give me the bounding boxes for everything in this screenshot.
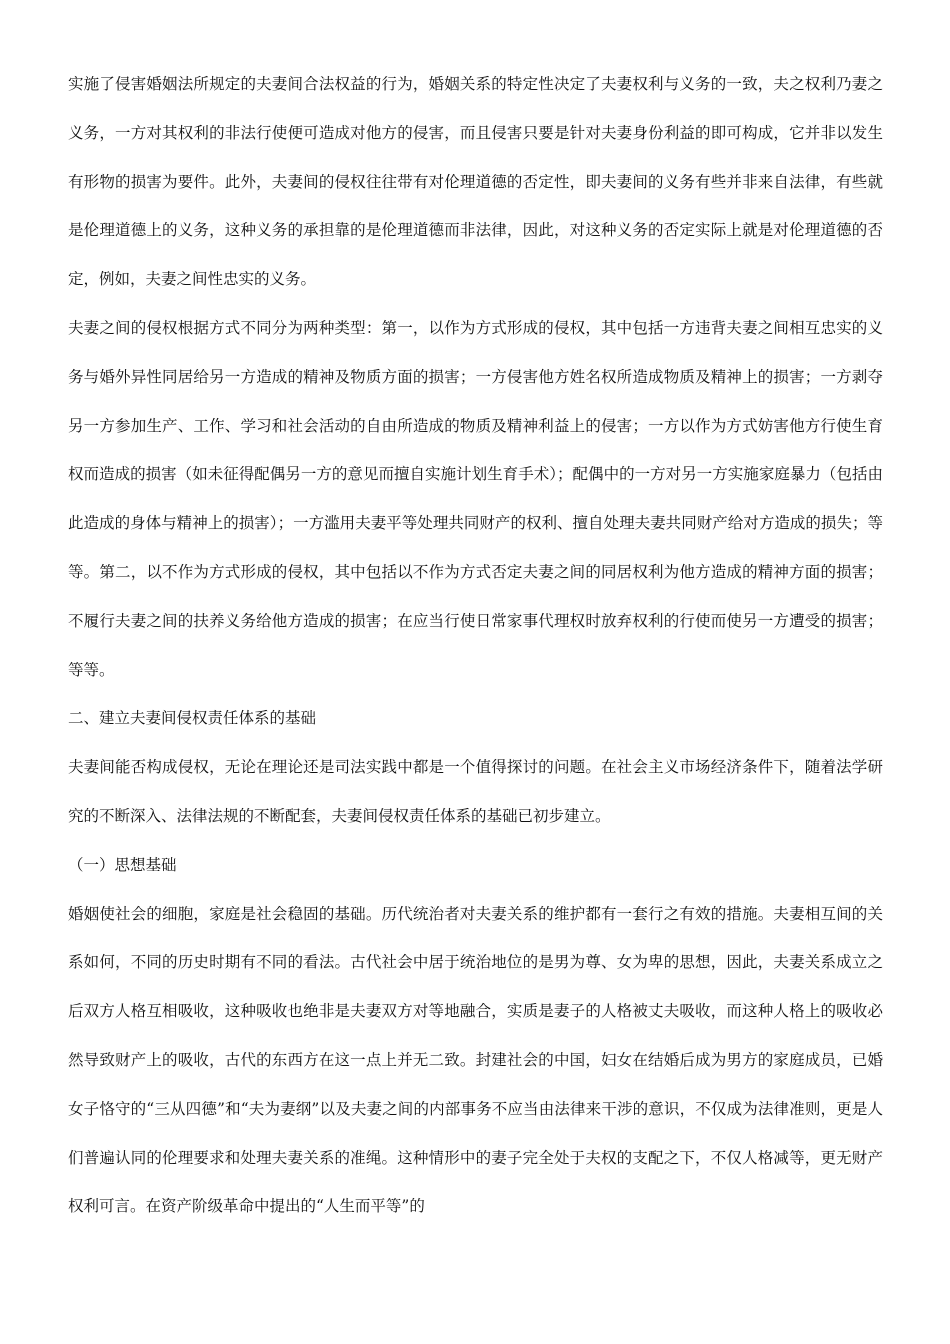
subsection-heading-ideology: （一）思想基础 <box>68 855 177 874</box>
paragraph-foundation-intro: 夫妻间能否构成侵权，无论在理论还是司法实践中都是一个值得探讨的问题。在社会主义市场经济条件下，随着法学研究的不断深入、法律法规的不断配套，夫妻间侵权责任体系的基础已初步建立。 <box>68 758 883 825</box>
document-body <box>68 60 883 1231</box>
paragraph-spousal-rights: 实施了侵害婚姻法所规定的夫妻间合法权益的行为，婚姻关系的特定性决定了夫妻权利与义务的一致，夫之权利乃妻之义务，一方对其权利的非法行使便可造成对他方的侵害，而且侵害只要是针对夫妻身份利益的即可构成，它并非以发生有形物的损害为要件。此外，夫妻间的侵权往往带有对伦理道德的否定性，即夫妻间的义务有些并非来自法律，有些就是伦理道德上的义务，这种义务的承担靠的是伦理道德而非法律，因此，对这种义务的否定实际上就是对伦理道德的否定，例如，夫妻之间性忠实的义务。 <box>68 75 883 289</box>
paragraph-tort-types: 夫妻之间的侵权根据方式不同分为两种类型：第一，以作为方式形成的侵权，其中包括一方违背夫妻之间相互忠实的义务与婚外异性同居给另一方造成的精神及物质方面的损害；一方侵害他方姓名权所造成物质及精神上的损害；一方剥夺另一方参加生产、工作、学习和社会活动的自由所造成的物质及精神利益上的侵害；一方以作为方式妨害他方行使生育权而造成的损害（如未征得配偶另一方的意见而擅自实施计划生育手术）；配偶中的一方对另一方实施家庭暴力（包括由此造成的身体与精神上的损害）；一方滥用夫妻平等处理共同财产的权利、擅自处理夫妻共同财产给对方造成的损失；等等。第二，以不作为方式形成的侵权，其中包括以不作为方式否定夫妻之间的同居权利为他方造成的精神方面的损害；不履行夫妻之间的扶养义务给他方造成的损害；在应当行使日常家事代理权时放弃权利的行使而使另一方遭受的损害；等等。 <box>68 318 883 679</box>
paragraph-ideology: 婚姻使社会的细胞，家庭是社会稳固的基础。历代统治者对夫妻关系的维护都有一套行之有效的措施。夫妻相互间的关系如何，不同的历史时期有不同的看法。古代社会中居于统治地位的是男为尊、女为卑的思想，因此，夫妻关系成立之后双方人格互相吸收，这种吸收也绝非是夫妻双方对等地融合，实质是妻子的人格被丈夫吸收，而这种人格上的吸收必然导致财产上的吸收，古代的东西方在这一点上并无二致。封建社会的中国，妇女在结婚后成为男方的家庭成员，已婚女子恪守的“三从四德”和“夫为妻纲”以及夫妻之间的内部事务不应当由法律来干涉的意识，不仅成为法律准则，更是人们普遍认同的伦理要求和处理夫妻关系的准绳。这种情形中的妻子完全处于夫权的支配之下，不仅人格减等，更无财产权利可言。在资产阶级革命中提出的“人生而平等”的 <box>68 904 883 1216</box>
section-heading-foundation: 二、建立夫妻间侵权责任体系的基础 <box>68 709 317 728</box>
